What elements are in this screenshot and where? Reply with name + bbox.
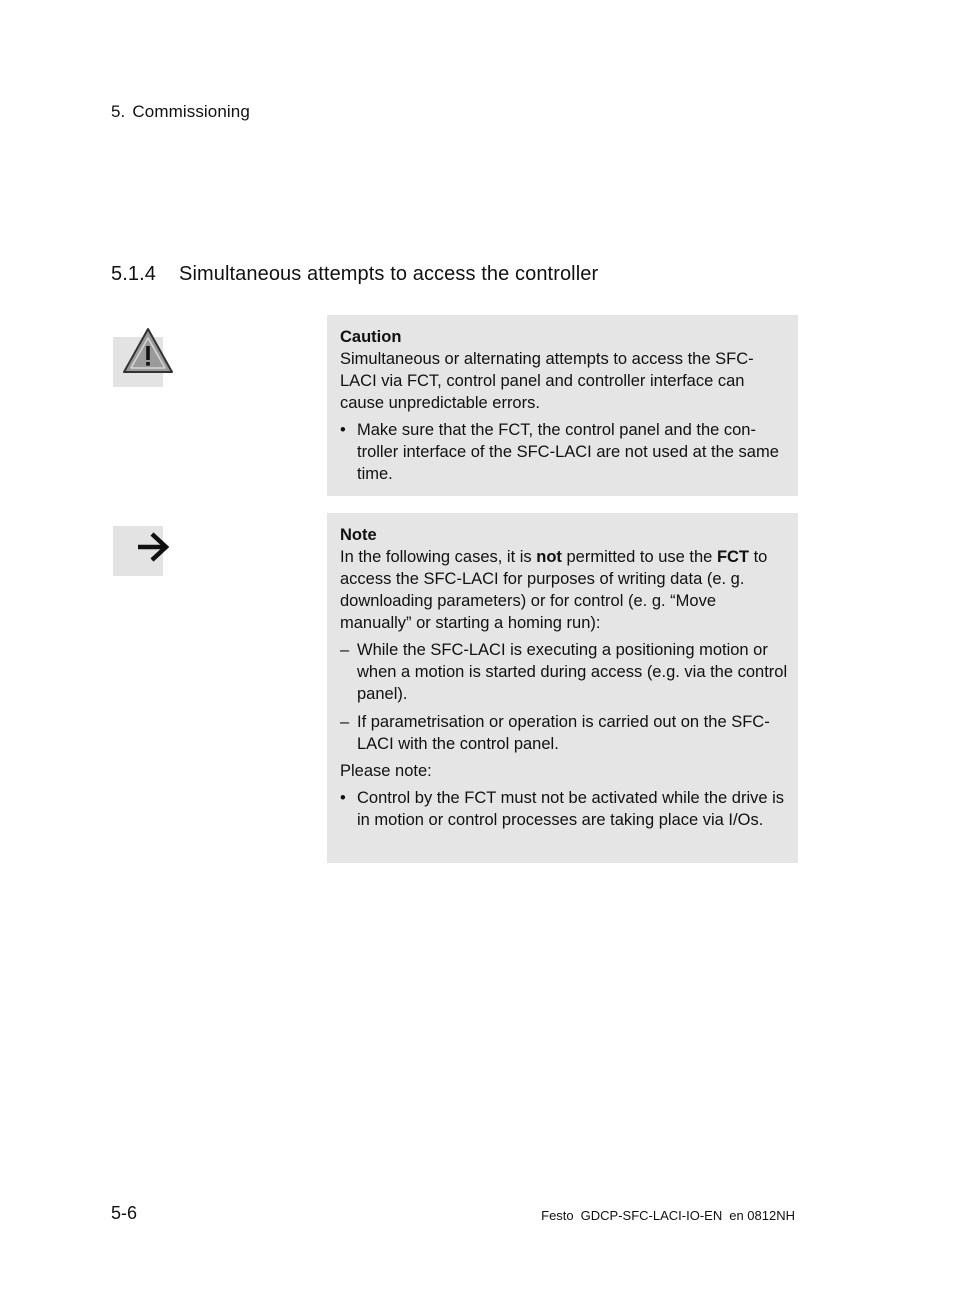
note-dash-text: If parametrisation or operation is carried out on the SFC-LACI with the control panel. (357, 713, 770, 753)
document-reference (541, 1208, 795, 1223)
arrow-right-icon (134, 532, 174, 564)
chapter-number: 5. (111, 102, 126, 121)
list-item (340, 787, 788, 831)
section-heading (111, 263, 598, 286)
note-title: Note (340, 526, 377, 544)
bullet-mark: • (340, 789, 346, 807)
note-intro-text: permitted to use the (561, 548, 717, 566)
caution-title: Caution (340, 328, 402, 346)
note-intro-emphasis: FCT (716, 548, 750, 566)
note-dash-text: While the SFC-LACI is executing a positioning motion or when a motion is started during access (e.g. via the control panel). (357, 641, 788, 703)
note-icon-box (113, 526, 163, 576)
note-intro (340, 546, 788, 634)
list-item (340, 639, 788, 705)
note-dash-list (340, 639, 788, 755)
warning-triangle-icon (122, 327, 174, 375)
document-version: en 0812NH (729, 1208, 795, 1223)
page-number: 5-6 (111, 1203, 138, 1223)
chapter-title: Commissioning (132, 102, 250, 121)
caution-icon-box (113, 337, 163, 387)
note-intro-text: In the following cases, it is (340, 548, 537, 566)
caution-bullet-list (340, 419, 788, 485)
dash-mark: – (340, 713, 350, 731)
note-intro-emphasis: not (536, 548, 562, 566)
note-bullet-text: Control by the FCT must not be activated while the drive is in motion or control processes are taking place via I/Os. (357, 789, 785, 829)
running-header (111, 102, 250, 122)
section-number: 5.1.4 (111, 263, 156, 285)
caution-panel (327, 315, 798, 496)
note-bullet-list (340, 787, 788, 831)
section-title: Simultaneous attempts to access the controller (179, 263, 599, 285)
list-item (340, 711, 788, 755)
brand-name: Festo (541, 1208, 574, 1223)
dash-mark: – (340, 641, 350, 659)
caution-bullet-text: Make sure that the FCT, the control panel and the con-troller interface of the SFC-LACI are not used at the same time. (357, 421, 779, 483)
please-note-label: Please note: (340, 762, 432, 780)
caution-text: Simultaneous or alternating attempts to access the SFC-LACI via FCT, control panel and controller interface can cause unpredictable errors. (340, 350, 754, 412)
note-panel (327, 513, 798, 863)
note-intro-text: to access the SFC-LACI for purposes of writing data (e. g. downloading parameters) or for control (e. g. “Move manually” or starting a homing run): (340, 548, 768, 632)
document-code: GDCP-SFC-LACI-IO-EN (580, 1208, 723, 1223)
bullet-mark: • (340, 421, 346, 439)
list-item (340, 419, 788, 485)
